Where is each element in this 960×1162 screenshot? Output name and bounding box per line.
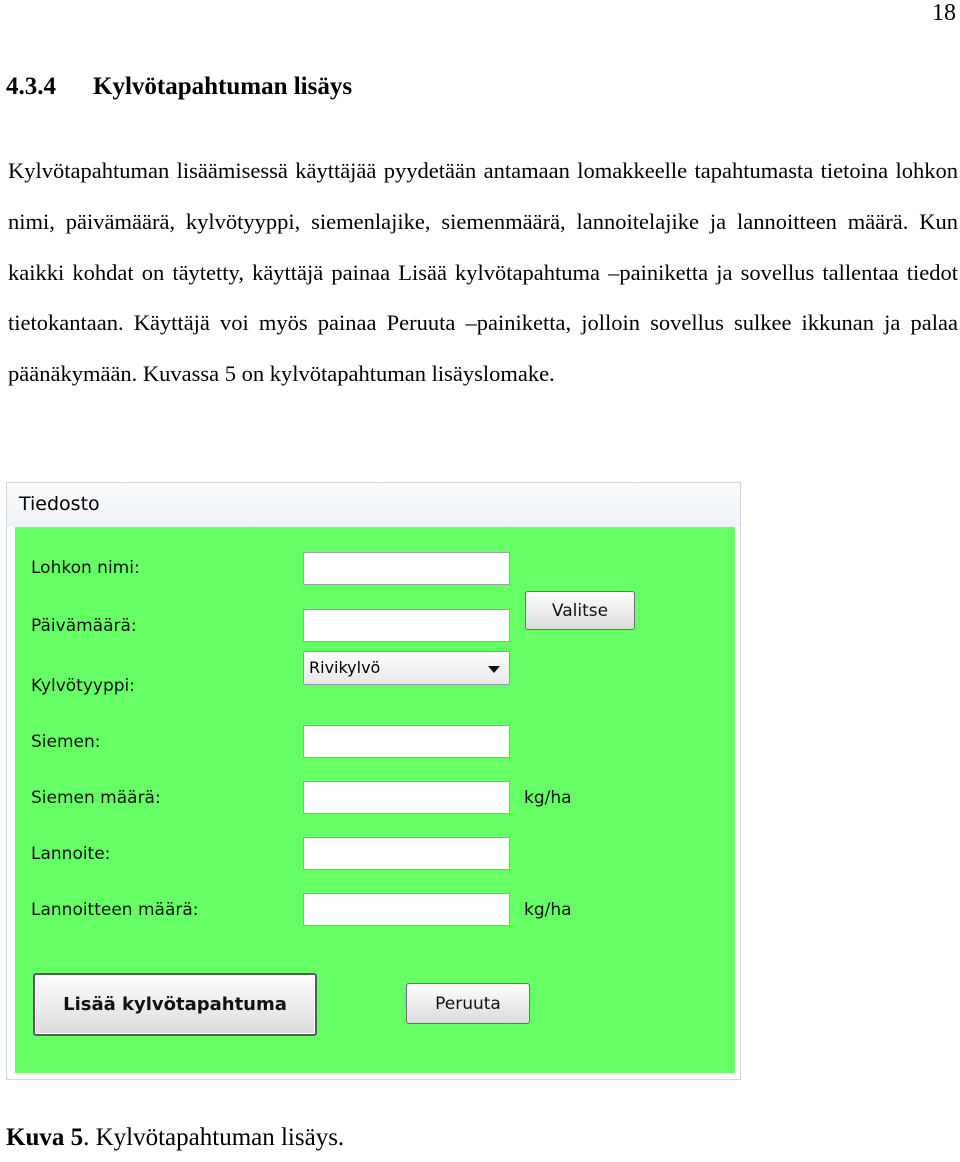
lannoitteen-maara-input[interactable] [303, 893, 510, 926]
label-siemen: Siemen: [31, 732, 101, 752]
siemen-maara-unit: kg/ha [524, 788, 572, 808]
label-kylvotyyppi: Kylvötyyppi: [31, 676, 135, 696]
chevron-down-icon [488, 666, 500, 673]
label-lannoite: Lannoite: [31, 844, 111, 864]
body-paragraph: Kylvötapahtuman lisäämisessä käyttäjää pyydetään antamaan lomakkeelle tapahtumasta tietoina lohkon nimi, päivämäärä, kylvötyyppi, siemenlajike, siemenmäärä, lannoitelajike ja lannoitteen määrä. Kun kaikki kohdat on täytetty, käyttäjä painaa Lisää kylvötapahtuma –painiketta ja sovellus tallentaa tiedot tietokantaan. Käyttäjä voi myös painaa Peruuta –painiketta, jolloin sovellus sulkee ikkunan ja palaa päänäkymään. Kuvassa 5 on kylvötapahtuman lisäyslomake. [8, 158, 958, 387]
form-panel [15, 527, 735, 1073]
paivamaara-input[interactable] [303, 609, 510, 642]
kylvotyyppi-selected: Rivikylvö [309, 658, 381, 677]
valitse-button[interactable]: Valitse [525, 591, 635, 630]
label-lannoitteen-maara: Lannoitteen määrä: [31, 900, 199, 920]
form-screenshot [6, 482, 741, 1080]
label-siemen-maara: Siemen määrä: [31, 788, 161, 808]
label-lohkon-nimi: Lohkon nimi: [31, 558, 140, 578]
menu-file[interactable]: Tiedosto [19, 493, 100, 515]
caption-text: . Kylvötapahtuman lisäys. [83, 1124, 345, 1151]
menu-bar [7, 483, 740, 527]
lannoitteen-maara-unit: kg/ha [524, 900, 572, 920]
page-number: 18 [932, 0, 956, 26]
add-sowing-event-button[interactable]: Lisää kylvötapahtuma [33, 973, 317, 1036]
caption-label: Kuva 5 [6, 1124, 84, 1151]
cancel-button[interactable]: Peruuta [406, 983, 530, 1024]
label-paivamaara: Päivämäärä: [31, 616, 137, 636]
section-heading [6, 73, 352, 101]
section-title: Kylvötapahtuman lisäys [93, 73, 353, 100]
siemen-maara-input[interactable] [303, 781, 510, 814]
lohkon-nimi-input[interactable] [303, 552, 510, 585]
lannoite-input[interactable] [303, 837, 510, 870]
section-number: 4.3.4 [6, 73, 56, 100]
siemen-input[interactable] [303, 725, 510, 758]
kylvotyyppi-select[interactable] [303, 651, 510, 685]
figure-caption [6, 1124, 344, 1152]
